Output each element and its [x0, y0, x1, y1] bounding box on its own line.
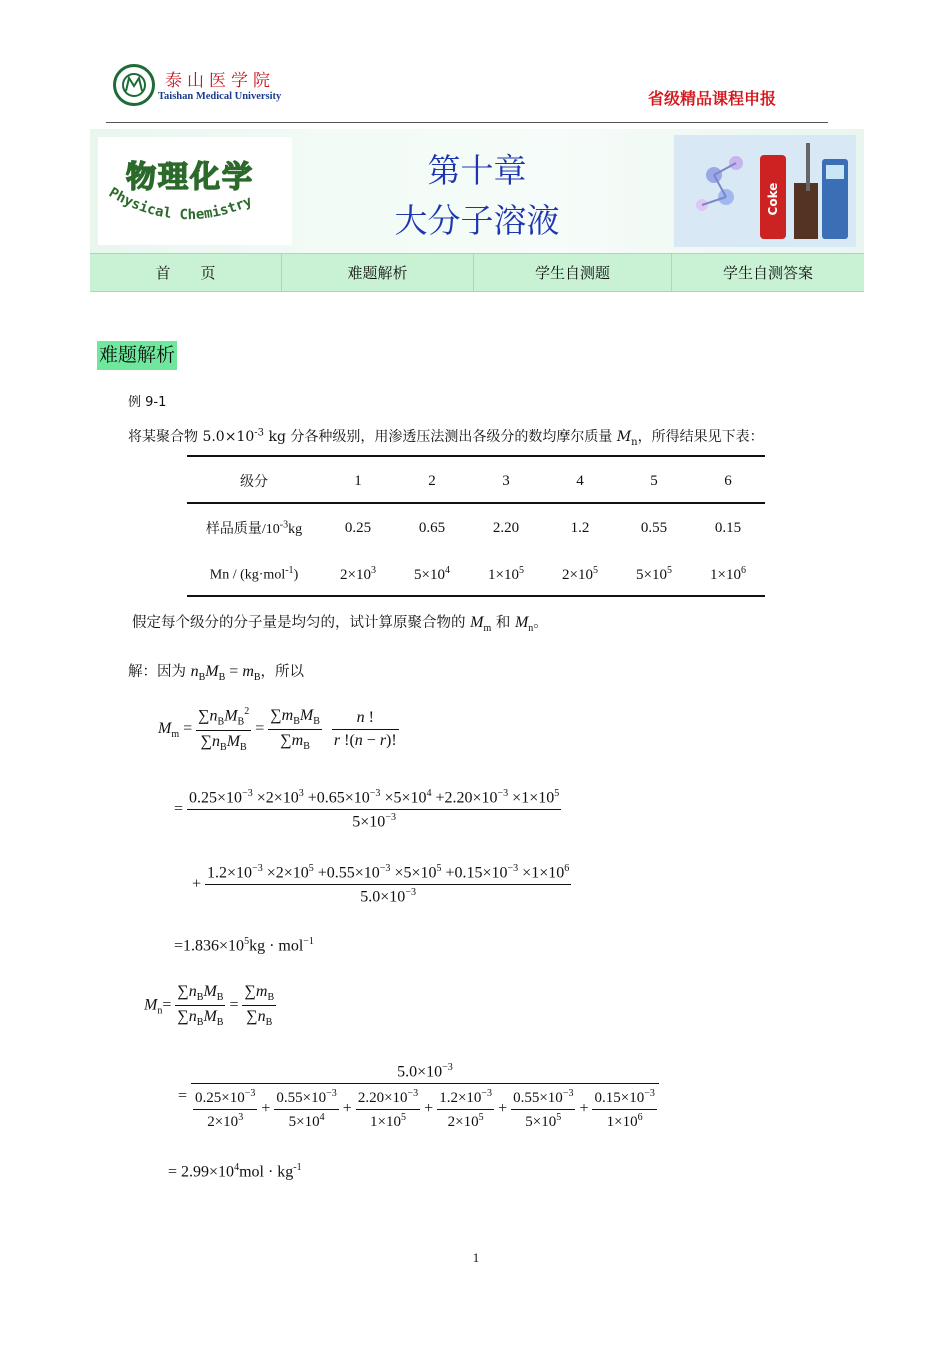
- chapter-banner: [90, 129, 864, 253]
- lab-equipment-image: [674, 135, 856, 247]
- table-cell: 1.2: [570, 519, 590, 536]
- example-label: 例 9-1: [128, 395, 167, 410]
- mm-calculation-part-2: + $\frac{1.2\times 10^{-3} \times 2\times 10^5 +0.55\times 10^{-3} \times 5\times 10^5 +0.15\times 10^{-3} \times 1\times 10^6}{5.0\times 10^{-3}}$: [192, 863, 570, 906]
- table-cell: $5\times 10^5$: [636, 564, 672, 583]
- header-divider: [106, 122, 828, 123]
- page-number: 1: [472, 1250, 480, 1265]
- assumption-text: 假定每个级分的分子量是均匀的，试计算原聚合物的 $M_m$ 和 $M_n$。: [132, 614, 548, 635]
- university-logo: [113, 64, 313, 110]
- mm-calculation-part-1: = $\frac{0.25\times 10^{-3} \times 2\times 10^3 +0.65\times 10^{-3} \times 5\times 10^4 +2.20\times 10^{-3} \times 1\times 10^5}{5\times 10^{-3}}$: [174, 788, 560, 831]
- table-cell: $1\times 10^5$: [488, 564, 524, 583]
- mn-definition-equation: $M_n=$ $\frac{\sum n_BM_B}{\sum n_BM_B}$ = $\frac{\sum m_B}{\sum n_B}$: [144, 983, 275, 1029]
- table-cell: $1\times 10^6$: [710, 564, 746, 583]
- table-cell: 0.15: [714, 519, 742, 536]
- table-header: 级分: [240, 474, 268, 490]
- chapter-number: 第十章: [427, 151, 527, 190]
- mn-result: = $2.99\times 10^4mol \cdot kg^{-1}$: [168, 1162, 302, 1181]
- main-nav: [90, 253, 864, 292]
- table-cell: 6: [724, 472, 732, 489]
- svg-text:物理化学: 物理化学: [126, 160, 254, 195]
- nav-self-test[interactable]: 学生自测题: [474, 254, 672, 291]
- mm-result: $=1.836\times 10^5kg \cdot mol^{-1}$: [174, 936, 314, 955]
- svg-text:Coke: Coke: [766, 182, 780, 216]
- mm-definition-equation: $M_m$ = $\frac{\sum n_BM_B^2}{\sum n_BM_B}$ = $\frac{\sum m_BM_B}{\sum m_B}$ $\frac{n !}{r !(n - r)!}$: [158, 706, 397, 753]
- table-cell: 2: [428, 472, 436, 489]
- chapter-title: 大分子溶液: [394, 201, 560, 240]
- table-row-mass: [187, 513, 765, 543]
- table-row-fraction: [187, 466, 765, 496]
- nav-self-test-answers[interactable]: 学生自测答案: [722, 264, 813, 282]
- table-cell: $2\times 10^5$: [562, 564, 598, 583]
- table-header: 样品质量$/10^{-3}kg$: [205, 519, 303, 537]
- table-cell: 0.25: [344, 519, 372, 536]
- mn-calculation: = $5.0\times 10^{-3}$ $\frac{0.25\times 10^{-3}}{2\times 10^3}$ + $\frac{0.55\times 10^{-3}}{5\times 10^4}$ + $\frac{2.20\times 10^{-3}}{1\times 10^5}$ + $\frac{1.2\times 10^{-3}}{2\times 10^5}$ + $\frac{0.55\times 10^{-3}}{5\times 10^5}$ + $\frac{0.15\times 10^{-3}}{1\times 10^6}$: [178, 1062, 659, 1131]
- svg-text:Physical Chemistry: Physical Chemistry: [106, 184, 255, 224]
- course-application-tag: 省级精品课程申报: [648, 89, 777, 108]
- nav-problem-analysis[interactable]: 难题解析: [282, 254, 474, 291]
- problem-statement: 将某聚合物 $5.0\times 10^{-3}$ kg 分各种级别，用渗透压法测出各级分的数均摩尔质量 $M_n$，所得结果见下表：: [128, 427, 764, 448]
- table-cell: 5: [650, 472, 658, 489]
- section-title: 难题解析: [97, 341, 177, 370]
- table-cell: $5\times 10^4$: [414, 564, 450, 583]
- solution-intro: 解：因为 $n_BM_B = m_B$，所以: [128, 663, 305, 684]
- university-name-en: Taishan Medical University: [158, 91, 282, 102]
- university-seal-icon: [113, 64, 155, 106]
- table-cell: 0.65: [418, 519, 446, 536]
- table-cell: 1: [354, 472, 362, 489]
- table-cell: 4: [576, 472, 584, 489]
- nav-home[interactable]: 首 页: [90, 254, 282, 291]
- university-name-cn: 泰山医学院: [165, 71, 275, 91]
- table-row-molar-mass: [187, 559, 765, 589]
- table-cell: 2.20: [492, 519, 520, 536]
- table-cell: 3: [502, 472, 510, 489]
- table-cell: $2\times 10^3$: [340, 564, 376, 583]
- table-header: Mn / (kg·mol$^{-1}$): [209, 564, 299, 583]
- table-cell: 0.55: [640, 519, 668, 536]
